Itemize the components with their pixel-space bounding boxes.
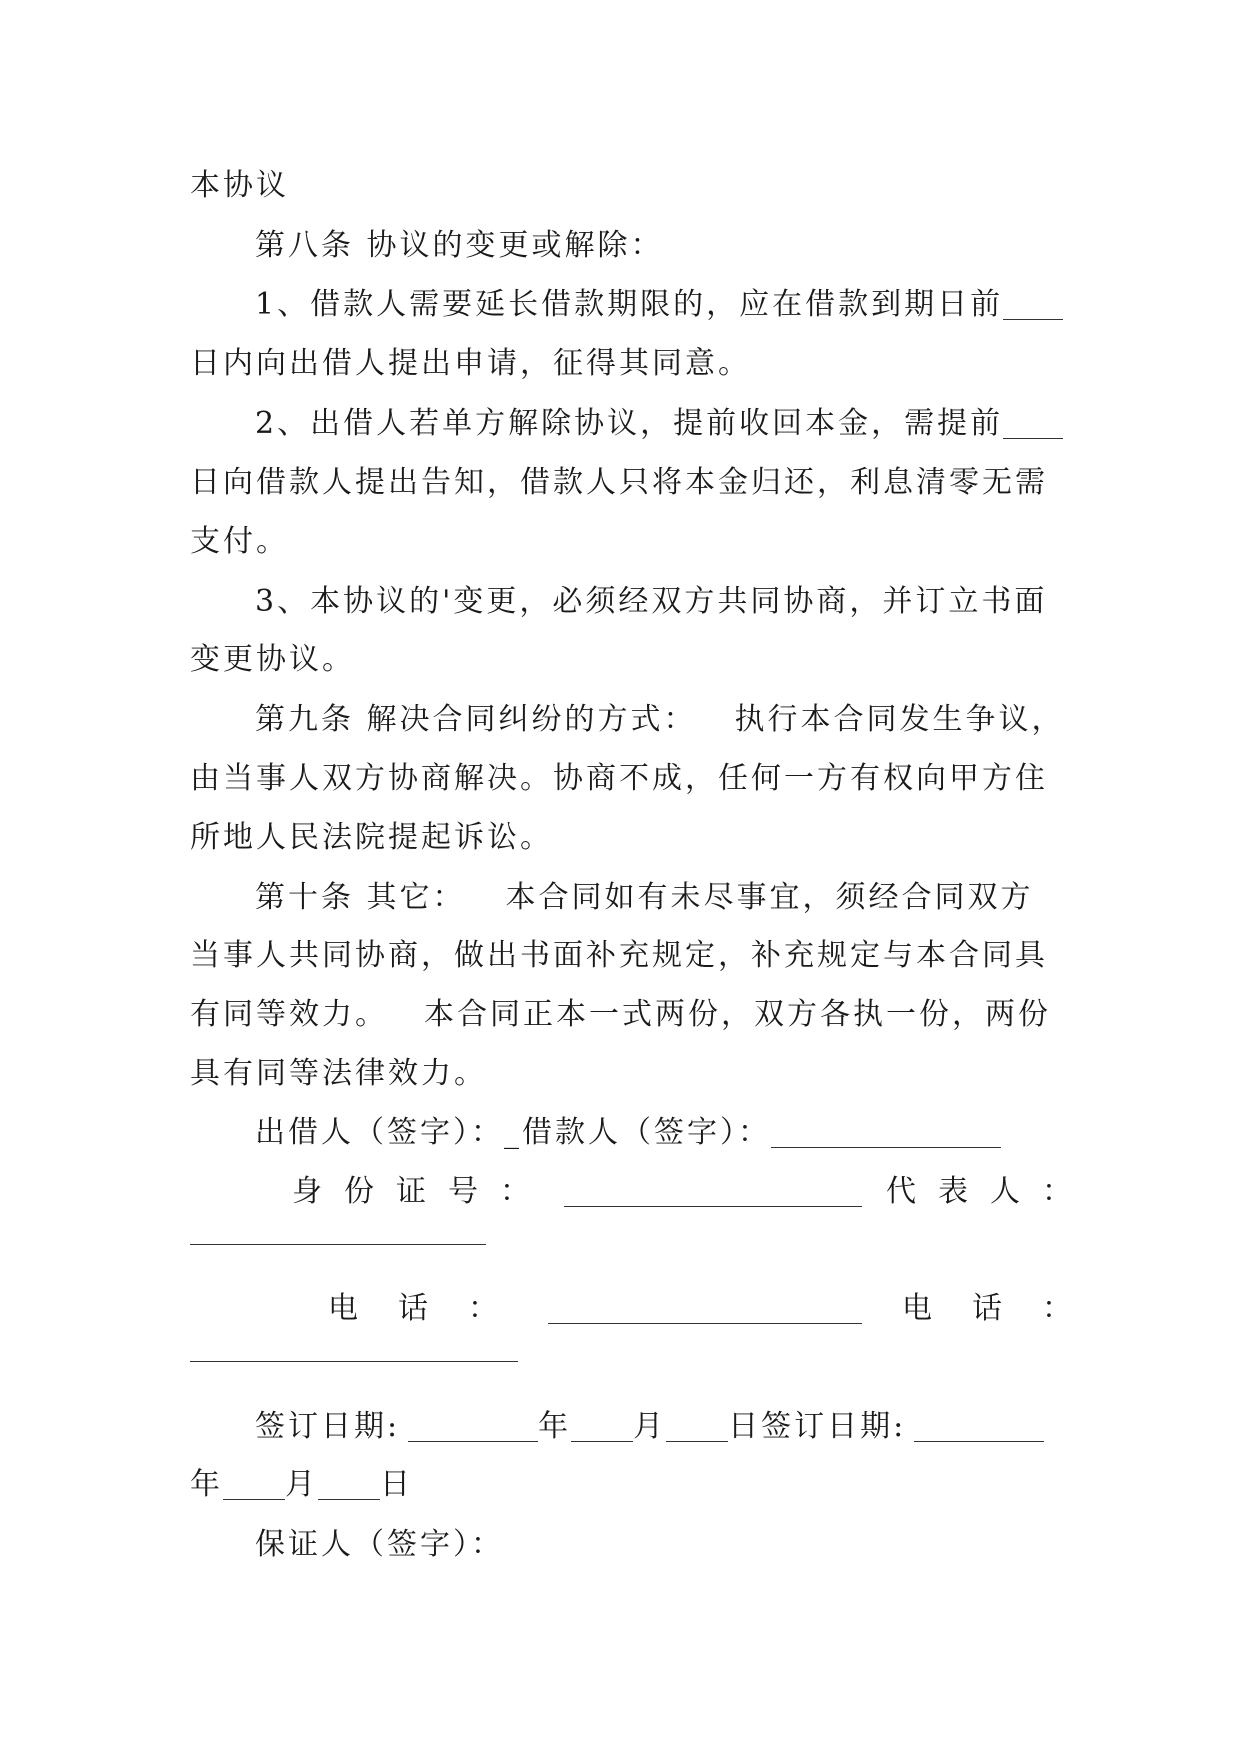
text-line <box>190 993 1051 1037</box>
text-line <box>255 402 1063 446</box>
phone-label: 电话： <box>902 1291 1112 1326</box>
id-label: 身份证号： <box>292 1174 552 1209</box>
signature-line <box>255 1111 1001 1155</box>
date-line <box>255 1405 1044 1449</box>
article-9-heading: 第九条 解决合同纠纷的方式： <box>255 702 697 737</box>
month-label: 月 <box>633 1409 667 1444</box>
text-line <box>255 698 1065 742</box>
article-10-heading: 第十条 其它： <box>255 880 466 915</box>
id-number-field <box>564 1176 862 1207</box>
text-line: 日内向出借人提出申请，征得其同意。 <box>190 346 751 381</box>
article-8-heading: 第八条 协议的变更或解除： <box>255 228 664 263</box>
clause-text: 2、出借人若单方解除协议，提前收回本金，需提前 <box>255 406 1004 441</box>
text-line: 日向借款人提出告知，借款人只将本金归还，利息清零无需 <box>190 465 1048 500</box>
text-line: 变更协议。 <box>190 642 355 677</box>
clause-text: 执行本合同发生争议， <box>734 702 1065 737</box>
text-line: 所地人民法院提起诉讼。 <box>190 820 553 855</box>
year-label: 年 <box>538 1409 572 1444</box>
representative-field <box>190 1244 486 1245</box>
year-label: 年 <box>190 1467 223 1502</box>
month-field <box>223 1469 285 1500</box>
guarantor-line: 保证人（签字）： <box>255 1527 504 1562</box>
text-line <box>255 876 1034 920</box>
month-label: 月 <box>285 1467 318 1502</box>
phone-line <box>328 1287 1112 1331</box>
year-field <box>408 1411 538 1442</box>
year-field <box>914 1411 1044 1442</box>
text-line: 支付。 <box>190 524 289 559</box>
day-label: 日 <box>380 1467 413 1502</box>
phone-label: 电话： <box>328 1291 538 1326</box>
sign-date-label: 签订日期: <box>255 1409 401 1444</box>
phone-field <box>190 1361 518 1362</box>
text-line: 本协议 <box>190 168 289 203</box>
clause-text: 本合同如有未尽事宜，须经合同双方 <box>505 880 1034 915</box>
month-field <box>571 1411 633 1442</box>
text-line <box>255 283 1063 327</box>
borrower-signature-field <box>771 1117 1001 1148</box>
phone-field <box>548 1293 862 1324</box>
day-field <box>318 1469 380 1500</box>
text-line: 由当事人双方协商解决。协商不成，任何一方有权向甲方住 <box>190 761 1048 796</box>
clause-text: 本合同正本一式两份，双方各执一份，两份 <box>424 997 1051 1032</box>
day-field <box>666 1411 728 1442</box>
blank-field <box>1003 408 1063 439</box>
representative-label: 代表人： <box>886 1174 1094 1209</box>
clause-text: 有同等效力。 <box>190 997 388 1032</box>
blank-field <box>1003 289 1063 320</box>
id-line <box>292 1170 1094 1214</box>
text-line: 当事人共同协商，做出书面补充规定，补充规定与本合同具 <box>190 938 1048 973</box>
lender-borrower-label: 出借人（签字）：_借款人（签字）： <box>255 1115 771 1150</box>
day-sign-date-label: 日签订日期: <box>728 1409 907 1444</box>
text-line: 具有同等法律效力。 <box>190 1056 487 1091</box>
clause-text: 1、借款人需要延长借款期限的，应在借款到期日前 <box>255 287 1004 322</box>
date-line-cont <box>190 1463 413 1507</box>
text-line: 3、本协议的'变更，必须经双方共同协商，并订立书面 <box>255 584 1048 619</box>
